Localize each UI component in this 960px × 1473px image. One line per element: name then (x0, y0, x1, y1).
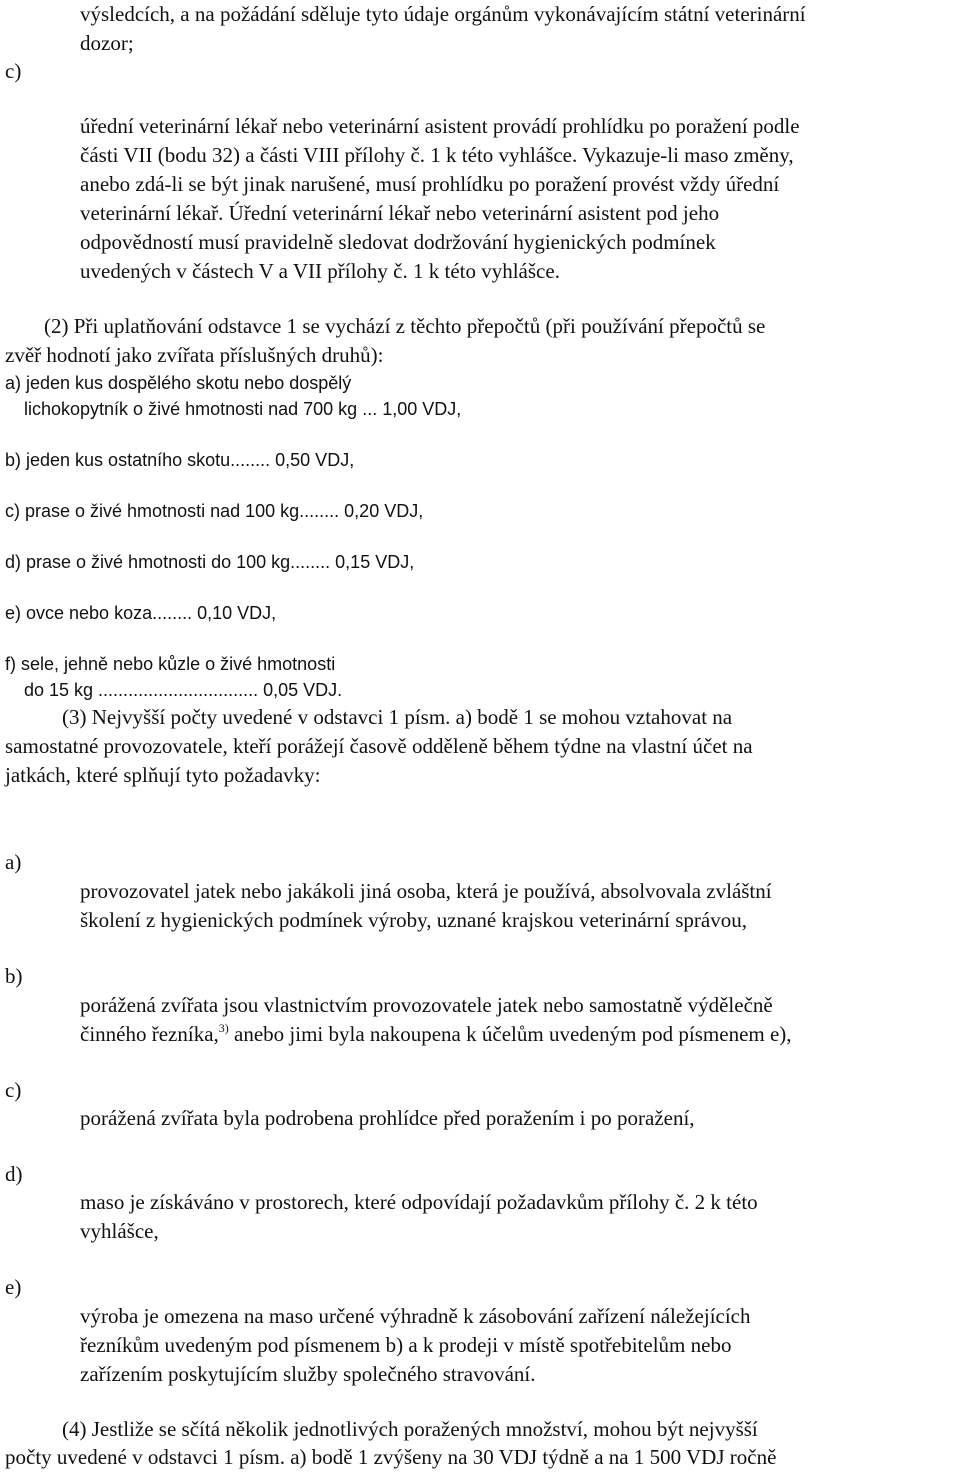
text-line: výroba je omezena na maso určené výhradně k zásobování zařízení náležejících (80, 1304, 751, 1328)
text-line: výsledcích, a na požádání sděluje tyto údaje orgánům vykonávajícím státní veterinární (80, 2, 806, 26)
requirement-b-marker: b) (5, 964, 23, 988)
conversion-e: e) ovce nebo koza........ 0,10 VDJ, (5, 603, 277, 623)
text-line: maso je získáváno v prostorech, které odpovídají požadavkům přílohy č. 2 k této (80, 1190, 758, 1214)
requirement-e-marker: e) (5, 1275, 22, 1299)
text-fragment: anebo jimi byla nakoupena k účelům uvedeným pod písmenem e), (234, 1022, 792, 1046)
conversion-a-line-2: lichokopytník o živé hmotnosti nad 700 kg ... 1,00 VDJ, (24, 399, 462, 419)
text-line: školení z hygienických podmínek výroby, uznané krajskou veterinární správou, (80, 908, 747, 932)
text-line: řezníkům uvedeným pod písmenem b) a k prodeji v místě spotřebitelům nebo (80, 1333, 732, 1357)
paragraph-2-line-2: zvěř hodnotí jako zvířata příslušných druhů): (5, 343, 384, 367)
text-line: úřední veterinární lékař nebo veterinární asistent provádí prohlídku po poražení podle (80, 114, 800, 138)
requirement-d-marker: d) (5, 1162, 23, 1186)
text-line: uvedených v částech V a VII přílohy č. 1 k této vyhlášce. (80, 259, 560, 283)
text-line: porážená zvířata byla podrobena prohlídce před poražením i po poražení, (80, 1106, 695, 1130)
requirement-e-text (80, 1302, 751, 1389)
requirement-c-text (80, 1104, 695, 1133)
paragraph-4-line-1: (4) Jestliže se sčítá několik jednotlivých poražených množství, mohou být nejvyšší (62, 1417, 758, 1441)
paragraph-4-line-2: počty uvedené v odstavci 1 písm. a) bodě 1 zvýšeny na 30 VDJ týdně a na 1 500 VDJ ročně (5, 1445, 777, 1469)
requirement-a-marker: a) (5, 850, 22, 874)
text-line: veterinární lékař. Úřední veterinární lékař nebo veterinární asistent pod jeho (80, 201, 720, 225)
text-line: části VII (bodu 32) a části VIII přílohy č. 1 k této vyhlášce. Vykazuje-li maso změny, (80, 143, 794, 167)
item-c-marker: c) (5, 59, 22, 83)
requirement-c-marker: c) (5, 1078, 22, 1102)
conversion-c: c) prase o živé hmotnosti nad 100 kg........ 0,20 VDJ, (5, 501, 424, 521)
conversion-b: b) jeden kus ostatního skotu........ 0,50 VDJ, (5, 450, 355, 470)
conversion-a-line-1: a) jeden kus dospělého skotu nebo dospělý (5, 373, 352, 393)
requirement-a-text (80, 877, 772, 935)
paragraph-3-line-1: (3) Nejvyšší počty uvedené v odstavci 1 písm. a) bodě 1 se mohou vztahovat na (62, 705, 733, 729)
footnote-reference: 3) (218, 1021, 229, 1035)
conversion-f-line-1: f) sele, jehně nebo kůzle o živé hmotnosti (5, 654, 336, 674)
text-line: dozor; (80, 31, 134, 55)
conversion-d: d) prase o živé hmotnosti do 100 kg........ 0,15 VDJ, (5, 552, 415, 572)
requirement-d-text (80, 1188, 758, 1246)
requirement-b-text (80, 991, 792, 1049)
text-line: anebo zdá-li se být jinak narušené, musí prohlídku po poražení provést vždy úřední (80, 172, 780, 196)
item-c-text (80, 112, 800, 286)
paragraph-2-line-1: (2) Při uplatňování odstavce 1 se vychází z těchto přepočtů (při používání přepočtů se (44, 314, 766, 338)
text-line: provozovatel jatek nebo jakákoli jiná osoba, která je používá, absolvovala zvláštní (80, 879, 772, 903)
conversion-f-line-2: do 15 kg ................................ 0,05 VDJ. (24, 680, 343, 700)
text-fragment: činného řezníka, (80, 1022, 219, 1046)
text-line: vyhlášce, (80, 1219, 159, 1243)
text-line: zařízením poskytujícím služby společného stravování. (80, 1362, 536, 1386)
continuation-text (80, 0, 806, 58)
paragraph-3-line-3: jatkách, které splňují tyto požadavky: (5, 763, 321, 787)
text-line (80, 1020, 792, 1049)
text-line: odpovědností musí pravidelně sledovat dodržování hygienických podmínek (80, 230, 716, 254)
paragraph-3-line-2: samostatné provozovatele, kteří porážejí časově odděleně během týdne na vlastní účet na (5, 734, 753, 758)
text-line: porážená zvířata jsou vlastnictvím provozovatele jatek nebo samostatně výdělečně (80, 993, 773, 1017)
